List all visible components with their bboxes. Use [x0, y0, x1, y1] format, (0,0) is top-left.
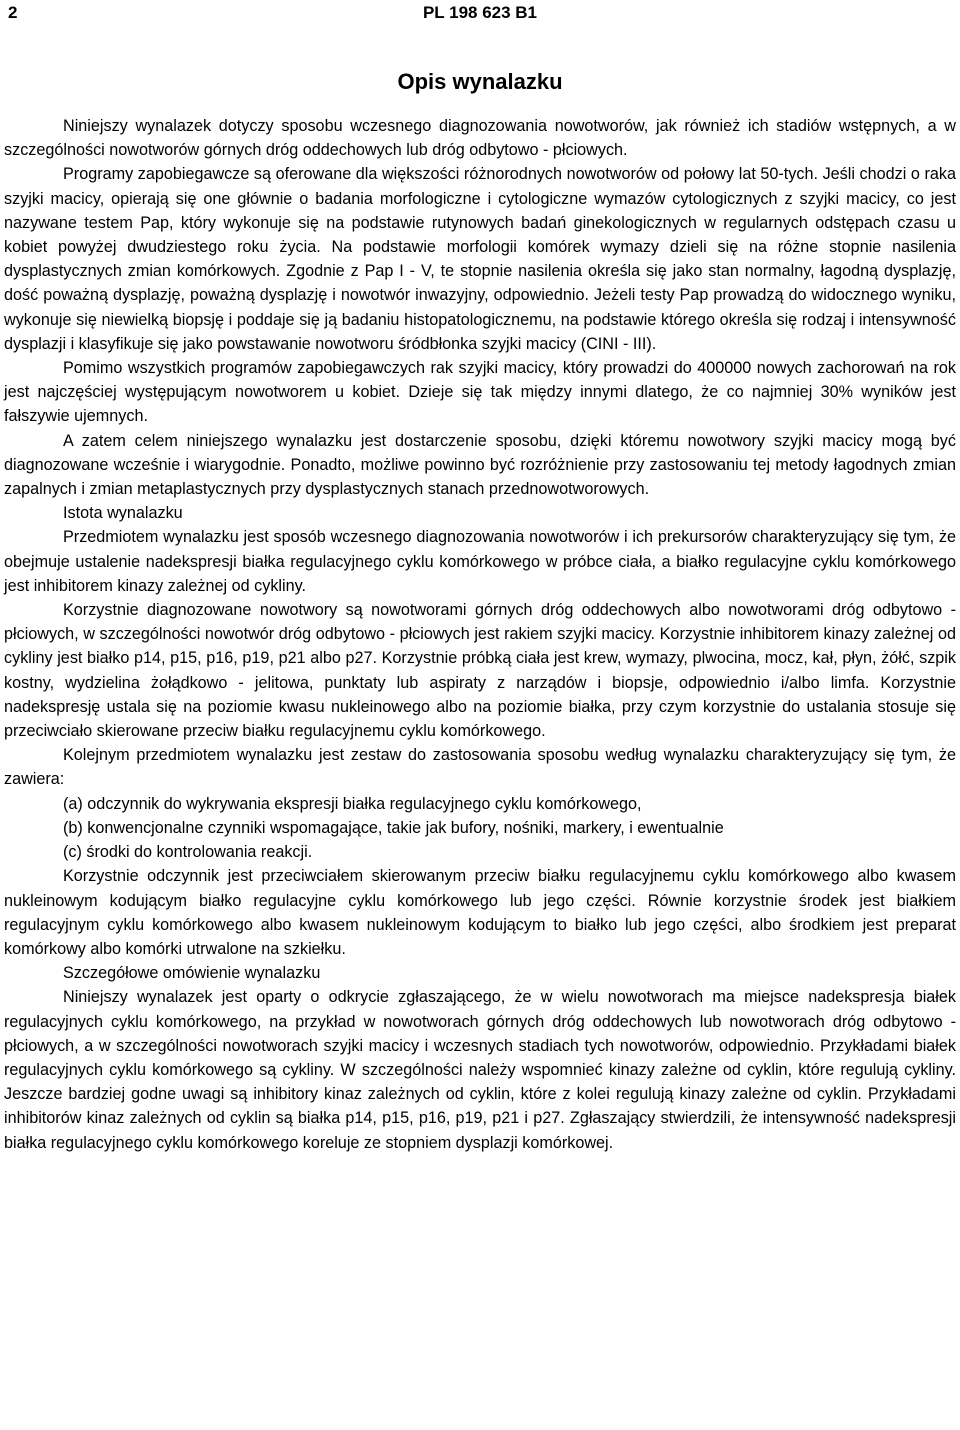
paragraph: Niniejszy wynalazek dotyczy sposobu wczesnego diagnozowania nowotworów, jak również ich stadiów wstępnych, a w szczególności nowotworów górnych dróg oddechowych lub dróg odbytowo - płciowych.	[4, 117, 956, 160]
page-number: 2	[8, 3, 18, 22]
document-number: PL 198 623 B1	[422, 3, 538, 22]
section-title: Opis wynalazku	[397, 69, 563, 94]
paragraph: Korzystnie odczynnik jest przeciwciałem skierowanym przeciw białku regulacyjnemu cyklu komórkowego albo kwasem nukleinowym kodującym białko regulacyjne cyklu komórkowego lub jego części. Równie korzystnie środek jest białkiem regulacyjnym cyklu komórkowego albo kwasem nukleinowym kodującym to białko lub jego części, albo środkiem jest preparat komórkowy albo komórki utrwalone na szkiełku.	[4, 867, 956, 958]
list-item: (b) konwencjonalne czynniki wspomagające, takie jak bufory, nośniki, markery, i ewentualnie	[63, 818, 724, 837]
subheading-essence: Istota wynalazku	[63, 504, 183, 523]
subheading-details: Szczegółowe omówienie wynalazku	[63, 964, 321, 983]
paragraph: Niniejszy wynalazek jest oparty o odkrycie zgłaszającego, że w wielu nowotworach ma miejsce nadekspresja białek regulacyjnych cyklu komórkowego, na przykład w nowotworach górnych dróg oddechowych lub nowotworach dróg odbytowo - płciowych, a w szczególności nowotworach szyjki macicy i wczesnych stadiach tych nowotworów, odpowiednio. Przykładami białek regulacyjnych cyklu komórkowego są cykliny. W szczególności należy wspomnieć kinazy zależne od cyklin, które regulują cykliny. Jeszcze bardziej godne uwagi są inhibitory kinaz zależnych od cyklin, które z kolei regulują kinazy zależne od cyklin. Przykładami inhibitorów kinaz zależnych od cyklin są białka p14, p15, p16, p19, p21 i p27. Zgłaszający stwierdzili, że intensywność nadekspresji białka regulacyjnego cyklu komórkowego koreluje ze stopniem dysplazji komórkowej.	[4, 988, 956, 1152]
paragraph: Przedmiotem wynalazku jest sposób wczesnego diagnozowania nowotworów i ich prekursorów charakteryzujący się tym, że obejmuje ustalenie nadekspresji białka regulacyjnego cyklu komórkowego w próbce ciała, a białko regulacyjne cyklu komórkowego jest inhibitorem kinazy zależnej od cykliny.	[4, 528, 956, 595]
paragraph: Programy zapobiegawcze są oferowane dla większości różnorodnych nowotworów od połowy lat 50-tych. Jeśli chodzi o raka szyjki macicy, opierają się one głównie o badania morfologiczne i cytologiczne wymazów cytologicznych z szyjki macicy, co jest nazywane testem Pap, który wykonuje się na podstawie rutynowych badań ginekologicznych w regularnych odstępach czasu u kobiet powyżej dwudziestego roku życia. Na podstawie morfologii komórek wymazy dzieli się na różne stopnie nasilenia dysplastycznych zmian komórkowych. Zgodnie z Pap I - V, te stopnie nasilenia określa się jako stan normalny, łagodną dysplazję, dość poważną dysplazję, poważną dysplazję i nowotwór inwazyjny, odpowiednio. Jeżeli testy Pap prowadzą do widocznego wyniku, wykonuje się niewielką biopsję i poddaje się ją badaniu histopatologicznemu, na podstawie którego określa się rodzaj i intensywność dysplazji i klasyfikuje się jako powstawanie nowotworu śródbłonka szyjki macicy (CINI - III).	[4, 165, 956, 353]
paragraph: Pomimo wszystkich programów zapobiegawczych rak szyjki macicy, który prowadzi do 400000 nowych zachorowań na rok jest najczęściej występującym nowotworem u kobiet. Dzieje się tak między innymi dlatego, że co najmniej 30% wyników jest fałszywie ujemnych.	[4, 359, 956, 426]
list-item: (c) środki do kontrolowania reakcji.	[63, 843, 313, 862]
page-header	[4, 0, 956, 26]
list-item: (a) odczynnik do wykrywania ekspresji białka regulacyjnego cyklu komórkowego,	[63, 794, 642, 813]
paragraph: A zatem celem niniejszego wynalazku jest dostarczenie sposobu, dzięki któremu nowotwory szyjki macicy mogą być diagnozowane wcześnie i wiarygodnie. Ponadto, możliwe powinno być rozróżnienie przy zastosowaniu tej metody łagodnych zmian zapalnych i zmian metaplastycznych przy dysplastycznych stanach przednowotworowych.	[4, 431, 956, 499]
paragraph: Kolejnym przedmiotem wynalazku jest zestaw do zastosowania sposobu według wynalazku charakteryzujący się tym, że zawiera:	[4, 746, 956, 789]
paragraph: Korzystnie diagnozowane nowotwory są nowotworami górnych dróg oddechowych albo nowotworami dróg odbytowo - płciowych, w szczególności nowotwór dróg odbytowo - płciowych jest rakiem szyjki macicy. Korzystnie inhibitorem kinazy zależnej od cykliny jest białko p14, p15, p16, p19, p21 albo p27. Korzystnie próbką ciała jest krew, wymazy, plwocina, mocz, kał, płyn, żółć, szpik kostny, wydzielina żołądkowo - jelitowa, punktaty lub aspiraty z narządów i biopsje, odpowiednio i/albo limfa. Korzystnie nadekspresję ustala się na poziomie kwasu nukleinowego albo na poziomie białka, przy czym korzystnie do ustalania stosuje się przeciwciało skierowane przeciw białku regulacyjnemu cyklu komórkowego.	[4, 601, 956, 741]
document-body	[4, 114, 956, 1155]
